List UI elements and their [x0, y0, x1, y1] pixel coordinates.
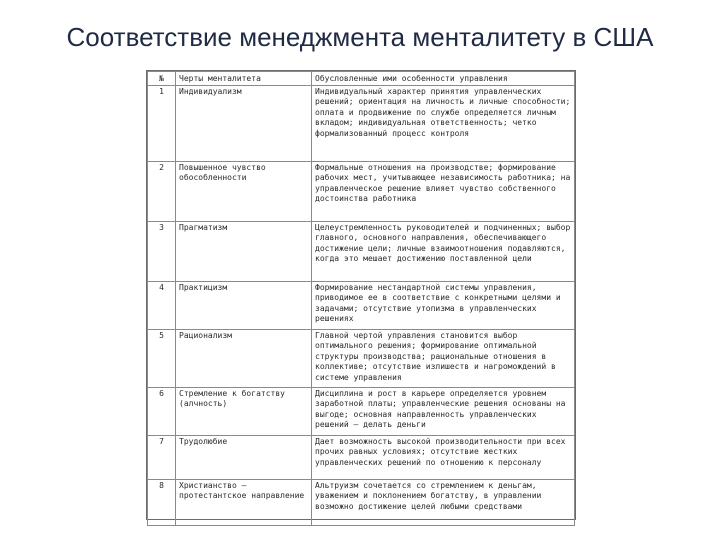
row-trait: Практицизм: [176, 281, 312, 329]
row-num: 3: [148, 221, 176, 281]
table-row: [148, 479, 575, 525]
row-num: 8: [148, 479, 176, 525]
table-row: [148, 329, 575, 387]
row-features: Дает возможность высокой производительности при всех прочих равных условиях; отсутствие жестких управленческих решений по отношению к персоналу: [312, 435, 575, 479]
row-num: 5: [148, 329, 176, 387]
row-num: 7: [148, 435, 176, 479]
row-trait: Трудолюбие: [176, 435, 312, 479]
table-header-row: [148, 72, 575, 86]
slide-title: Соответствие менеджмента менталитету в США: [66, 22, 654, 52]
mentality-table-grid: [147, 71, 575, 526]
table-row: [148, 387, 575, 435]
row-num: 4: [148, 281, 176, 329]
row-trait: Рационализм: [176, 329, 312, 387]
row-features: Дисциплина и рост в карьере определяется уровнем заработной платы; управленческие решения основаны на выгоде; основная направленность управленческих решений — делать деньги: [312, 387, 575, 435]
header-trait: Черты менталитета: [176, 72, 312, 86]
table-row: [148, 435, 575, 479]
row-trait: Индивидуализм: [176, 85, 312, 161]
row-features: Главной чертой управления становится выбор оптимального решения; формирование оптимальной структуры производства; рациональные отношения в коллективе; отсутствие излишеств и нагромождений в системе управления: [312, 329, 575, 387]
row-trait: Стремление к богатству (алчность): [176, 387, 312, 435]
row-trait: Повышенное чувство обособленности: [176, 161, 312, 221]
header-features: Обусловленные ими особенности управления: [312, 72, 575, 86]
row-features: Целеустремленность руководителей и подчиненных; выбор главного, основного направления, обеспечивающего достижение цели; личные взаимоотношения подавляются, когда это мешает достижению поставленной цели: [312, 221, 575, 281]
row-features: Альтруизм сочетается со стремлением к деньгам, уважением и поклонением богатству, в управлении возможно достижение целей любыми средствами: [312, 479, 575, 525]
table-row: [148, 221, 575, 281]
row-trait: Прагматизм: [176, 221, 312, 281]
row-num: 1: [148, 85, 176, 161]
row-features: Индивидуальный характер принятия управленческих решений; ориентация на личность и личные способности; оплата и продвижение по службе определяется личным вкладом; индивидуальная ответственность; четко формализованный процесс контроля: [312, 85, 575, 161]
row-features: Формирование нестандартной системы управления, приводимое ее в соответствие с конкретными целями и задачами; отсутствие утопизма в управленческих решениях: [312, 281, 575, 329]
table-row: [148, 161, 575, 221]
row-trait: Христианство — протестантское направление: [176, 479, 312, 525]
row-num: 2: [148, 161, 176, 221]
row-num: 6: [148, 387, 176, 435]
table-row: [148, 281, 575, 329]
table-row: [148, 85, 575, 161]
row-features: Формальные отношения на производстве; формирование рабочих мест, учитывающее независимость работника; на управленческое решение влияет чувство собственного достоинства работника: [312, 161, 575, 221]
mentality-table: [146, 70, 576, 520]
header-num: №: [148, 72, 176, 86]
